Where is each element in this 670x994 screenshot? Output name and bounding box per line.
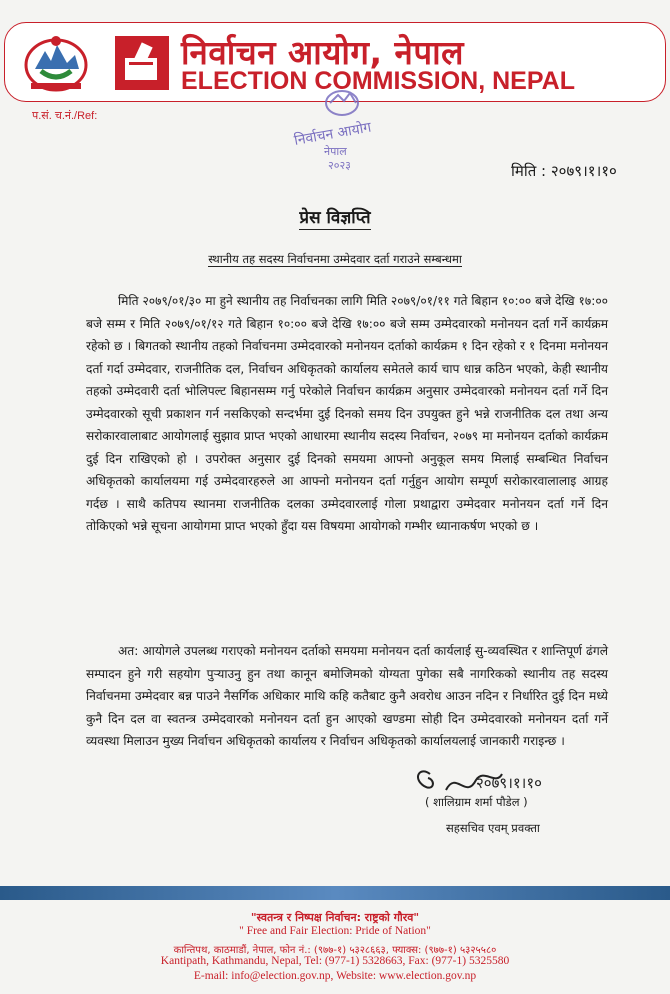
official-stamp [290, 85, 390, 177]
stamp-line3: २०२३ [328, 159, 351, 172]
footer-address-en: Kantipath, Kathmandu, Nepal, Tel: (977-1) 5328663, Fax: (977-1) 5325580 [160, 955, 510, 967]
commission-name-np: निर्वाचन आयोग, नेपाल [181, 33, 465, 72]
footer-motto-np: "स्वतन्त्र र निष्पक्ष निर्वाचन: राष्ट्रको गौरव" [250, 911, 420, 924]
footer-contact: E-mail: info@election.gov.np, Website: www.election.gov.np [193, 970, 477, 982]
nepal-emblem-icon [21, 31, 91, 93]
press-release-title: प्रेस विज्ञप्ति [299, 208, 371, 228]
document-date: मिति : २०७९।१।१० [511, 162, 617, 180]
election-commission-logo-icon [115, 36, 169, 90]
subject-line: स्थानीय तह सदस्य निर्वाचनमा उम्मेदवार दर्ता गराउने सम्बन्धमा [208, 252, 462, 266]
signature-date: २०७९।१।१० [476, 774, 542, 792]
body-paragraph-1: मिति २०७९/०१/३० मा हुने स्थानीय तह निर्वाचनका लागि मिति २०७९/०१/११ गते बिहान १०:०० बजे देखि १७:०० बजे सम्म र मिति २०७९/०१/१२ गते बिहान १०:०० बजे देखि १७:०० बजे सम्म उम्मेदवारको मनोनयन दर्ता गर्ने कार्यक्रम रहेको छ । बिगतको स्थानीय तहको निर्वाचनमा उम्मेदवारको मनोनयन दर्ताको कार्यक्रम १ दिन रहेको र १ दिनमा मनोनयन दर्ता गर्दा उम्मेदवार, राजनीतिक दल, निर्वाचन अधिकृतको कार्यालय समेतले कार्य चाप धान्न कठिन भएको, केही स्थानीय तहको उम्मेदवारी दर्ता भोलिपल्ट बिहानसम्म गर्नु परेकोले निर्वाचन कार्यक्रम अनुसार उम्मेदवारको मनोनयन दर्ता गर्ने दिन उम्मेदवारको सूची प्रकाशन गर्न नसकिएको सन्दर्भमा दुई दिनको समय दिन उपयुक्त हुने भन्ने राजनीतिक दल तथा अन्य सरोकारवालाबाट आयोगलाई सुझाव प्राप्त भएको आधारमा स्थानीय सदस्य निर्वाचन, २०७९ मा मनोनयन दर्ताको कार्यक्रम दुई दिन राखिएको हो । उपरोक्त अनुसार दुई दिनको समयमा आफ्नो अनुकूल समय मिलाई सम्बन्धित निर्वाचन अधिकृतको कार्यालयमा गई उम्मेदवारहरुले आ आफ्नो मनोनयन दर्ता गर्नुहुन आयोग सम्पूर्ण सरोकारवालालाइ आग्रह गर्दछ । साथै कतिपय स्थानमा राजनीतिक दलका उम्मेदवारलाई गोला प्रथाद्वारा उम्मेदवार मनोनयन दर्ता गर्ने दिन तोकिएको भन्ने सूचना आयोगमा प्राप्त भएको हुँदा यस विषयमा आयोगको गम्भीर ध्यानाकर्षण भएको छ । [86, 294, 608, 533]
footer-motto-en: " Free and Fair Election: Pride of Nation" [239, 925, 431, 937]
footer-address-np: कान्तिपथ, काठमाडौं, नेपाल, फोन नं.: (९७७-१) ५३२८६६३, फ्याक्स: (९७७-१) ५३२५५८० [173, 945, 497, 956]
stamp-line1: निर्वाचन आयोग [292, 119, 373, 149]
signatory-name: ( शालिग्राम शर्मा पौडेल ) [425, 795, 528, 809]
signatory-title: सहसचिव एवम् प्रवक्ता [446, 821, 540, 835]
handwritten-signature [406, 760, 606, 820]
reference-label: प.सं. च.नं./Ref: [32, 110, 98, 122]
stamp-line2: नेपाल [324, 145, 347, 158]
commission-name-en: ELECTION COMMISSION, NEPAL [181, 67, 575, 95]
footer-divider [0, 886, 670, 900]
body-paragraph-2: अत: आयोगले उपलब्ध गराएको मनोनयन दर्ताको समयमा मनोनयन दर्ता कार्यलाई सु-व्यवस्थित र शान्तिपूर्ण ढंगले सम्पादन हुने गरी सहयोग पुर्‍याउनु हुन तथा कानून बमोजिमको योग्यता पुगेका सबै नागरिकको स्थानीय तह सदस्य निर्वाचनमा उम्मेदवार बन्न पाउने नैसर्गिक अधिकार माथि कहि कतैबाट कुनै अवरोध आउन नदिन र निर्धारित दुई दिन मध्ये कुनै दिन दल वा स्वतन्त्र उम्मेदवारको मनोनयन दर्ता हुन आएको खण्डमा सोही दिन उम्मेदवारको मनोनयन दर्ता गर्ने व्यवस्था मिलाउन मुख्य निर्वाचन अधिकृतको कार्यालय र निर्वाचन अधिकृतको कार्यालयलाई जानकारी गराइन्छ । [86, 644, 608, 748]
